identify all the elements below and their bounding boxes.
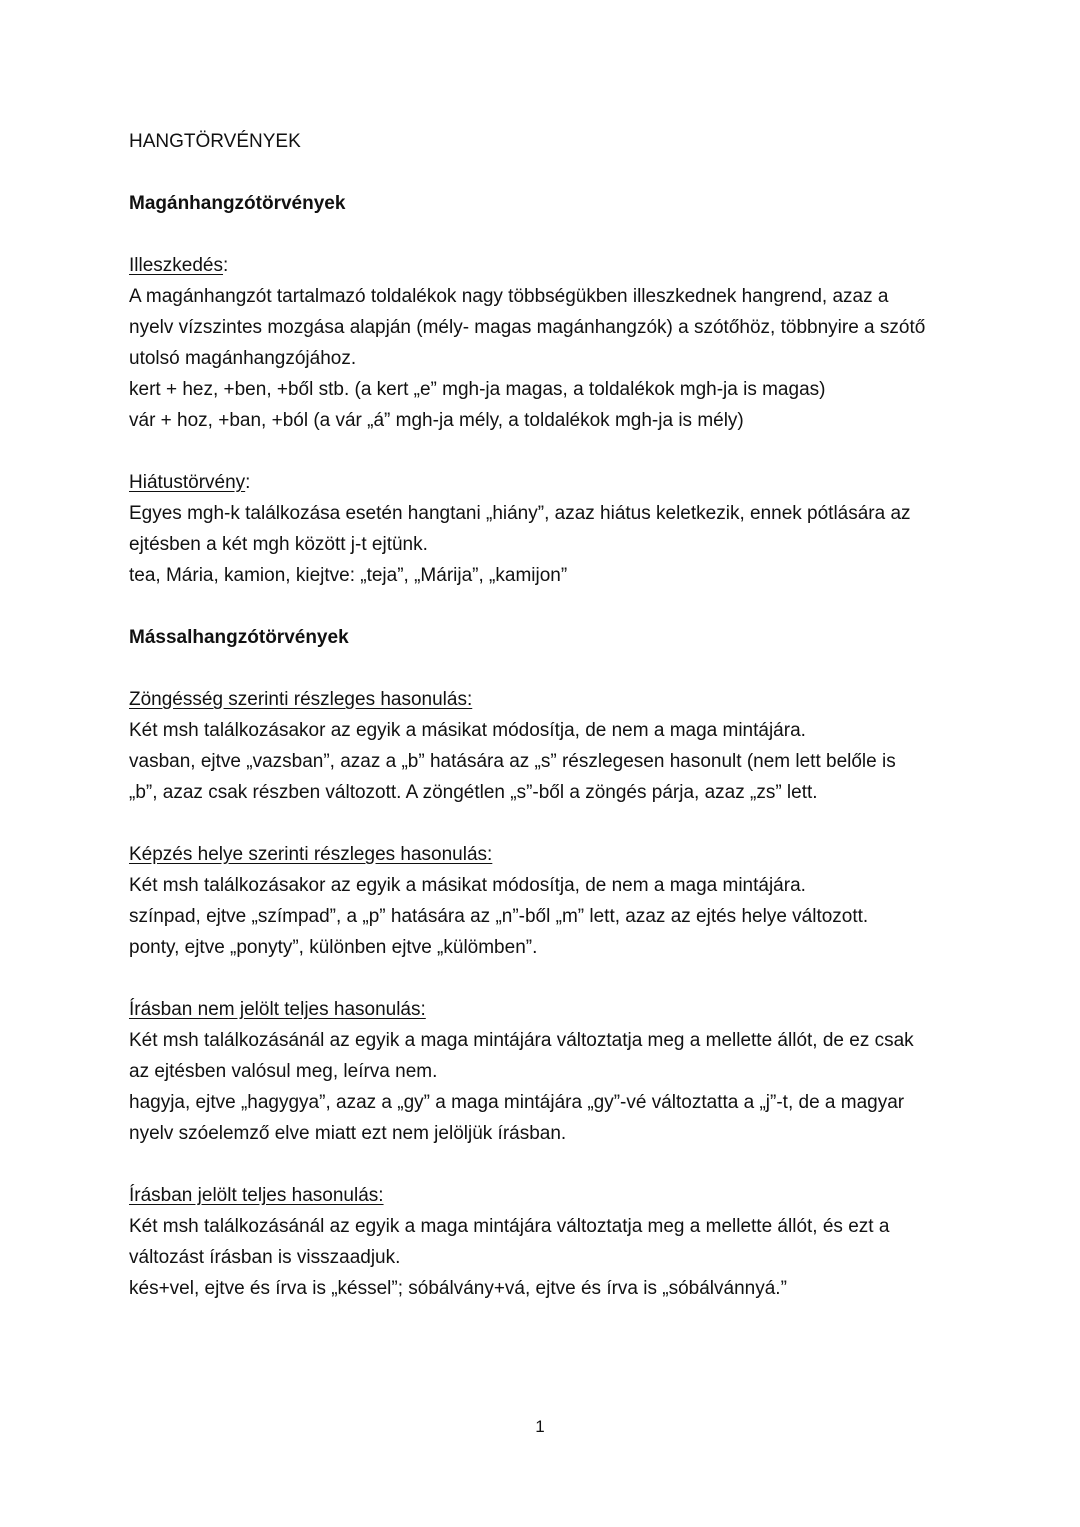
paragraph-line: Két msh találkozásakor az egyik a másikat módosítja, de nem a maga mintájára.: [129, 875, 806, 896]
paragraph-line: ejtésben a két mgh között j-t ejtünk.: [129, 534, 428, 555]
kepzes-helye-heading: Képzés helye szerinti részleges hasonulás:: [129, 844, 493, 865]
section-nem-jelolt: [129, 994, 969, 1149]
example-line: ponty, ejtve „ponyty”, különben ejtve „külömben”.: [129, 937, 538, 958]
paragraph-line: A magánhangzót tartalmazó toldalékok nagy többségükben illeszkednek hangrend, azaz a: [129, 286, 889, 307]
hiatus-colon: :: [245, 472, 251, 493]
section-zongesseg: [129, 684, 969, 808]
illeszkedes-colon: :: [223, 255, 229, 276]
example-line: nyelv szóelemző elve miatt ezt nem jelöljük írásban.: [129, 1123, 567, 1144]
paragraph-line: Két msh találkozásánál az egyik a maga mintájára változtatja meg a mellette állót, és ezt a: [129, 1216, 890, 1237]
nem-jelolt-heading: Írásban nem jelölt teljes hasonulás:: [129, 999, 426, 1020]
zongesseg-heading: Zöngésség szerinti részleges hasonulás:: [129, 689, 473, 710]
vowel-laws-heading: Magánhangzótörvények: [129, 193, 346, 214]
illeszkedes-term: Illeszkedés: [129, 255, 223, 276]
paragraph-line: utolsó magánhangzójához.: [129, 348, 357, 369]
hiatus-term: Hiátustörvény: [129, 472, 246, 493]
page-number: 1: [535, 1417, 545, 1436]
document-body: [129, 126, 969, 1304]
example-line: vár + hoz, +ban, +ból (a vár „á” mgh-ja mély, a toldalékok mgh-ja is mély): [129, 410, 744, 431]
section-illeszkedes: [129, 250, 969, 436]
illeszkedes-heading: [129, 250, 969, 281]
paragraph-line: Két msh találkozásakor az egyik a másikat módosítja, de nem a maga mintájára.: [129, 720, 806, 741]
paragraph-line: nyelv vízszintes mozgása alapján (mély- magas magánhangzók) a szótőhöz, többnyire a szótő: [129, 317, 926, 338]
section-jelolt: [129, 1180, 969, 1304]
example-line: kert + hez, +ben, +ből stb. (a kert „e” mgh-ja magas, a toldalékok mgh-ja is magas): [129, 379, 826, 400]
paragraph-line: változást írásban is visszaadjuk.: [129, 1247, 401, 1268]
paragraph-line: Egyes mgh-k találkozása esetén hangtani „hiány”, azaz hiátus keletkezik, ennek pótlására az: [129, 503, 911, 524]
example-line: vasban, ejtve „vazsban”, azaz a „b” hatására az „s” részlegesen hasonult (nem lett belőle is: [129, 751, 896, 772]
example-line: „b”, azaz csak részben változott. A zöngétlen „s”-ből a zöngés párja, azaz „zs” lett.: [129, 782, 818, 803]
example-line: tea, Mária, kamion, kiejtve: „teja”, „Márija”, „kamijon”: [129, 565, 568, 586]
jelolt-heading: Írásban jelölt teljes hasonulás:: [129, 1185, 384, 1206]
consonant-laws-heading: Mássalhangzótörvények: [129, 627, 349, 648]
document-title: HANGTÖRVÉNYEK: [129, 131, 301, 152]
section-kepzes-helye: [129, 839, 969, 963]
paragraph-line: az ejtésben valósul meg, leírva nem.: [129, 1061, 438, 1082]
example-line: hagyja, ejtve „hagygya”, azaz a „gy” a maga mintájára „gy”-vé változtatta a „j”-t, de a magyar: [129, 1092, 905, 1113]
hiatus-heading: [129, 467, 969, 498]
example-line: színpad, ejtve „szímpad”, a „p” hatására az „n”-ből „m” lett, azaz az ejtés helye változott.: [129, 906, 869, 927]
section-hiatus: [129, 467, 969, 591]
paragraph-line: Két msh találkozásánál az egyik a maga mintájára változtatja meg a mellette állót, de ez csak: [129, 1030, 914, 1051]
example-line: kés+vel, ejtve és írva is „késsel”; sóbálvány+vá, ejtve és írva is „sóbálvánnyá.”: [129, 1278, 787, 1299]
